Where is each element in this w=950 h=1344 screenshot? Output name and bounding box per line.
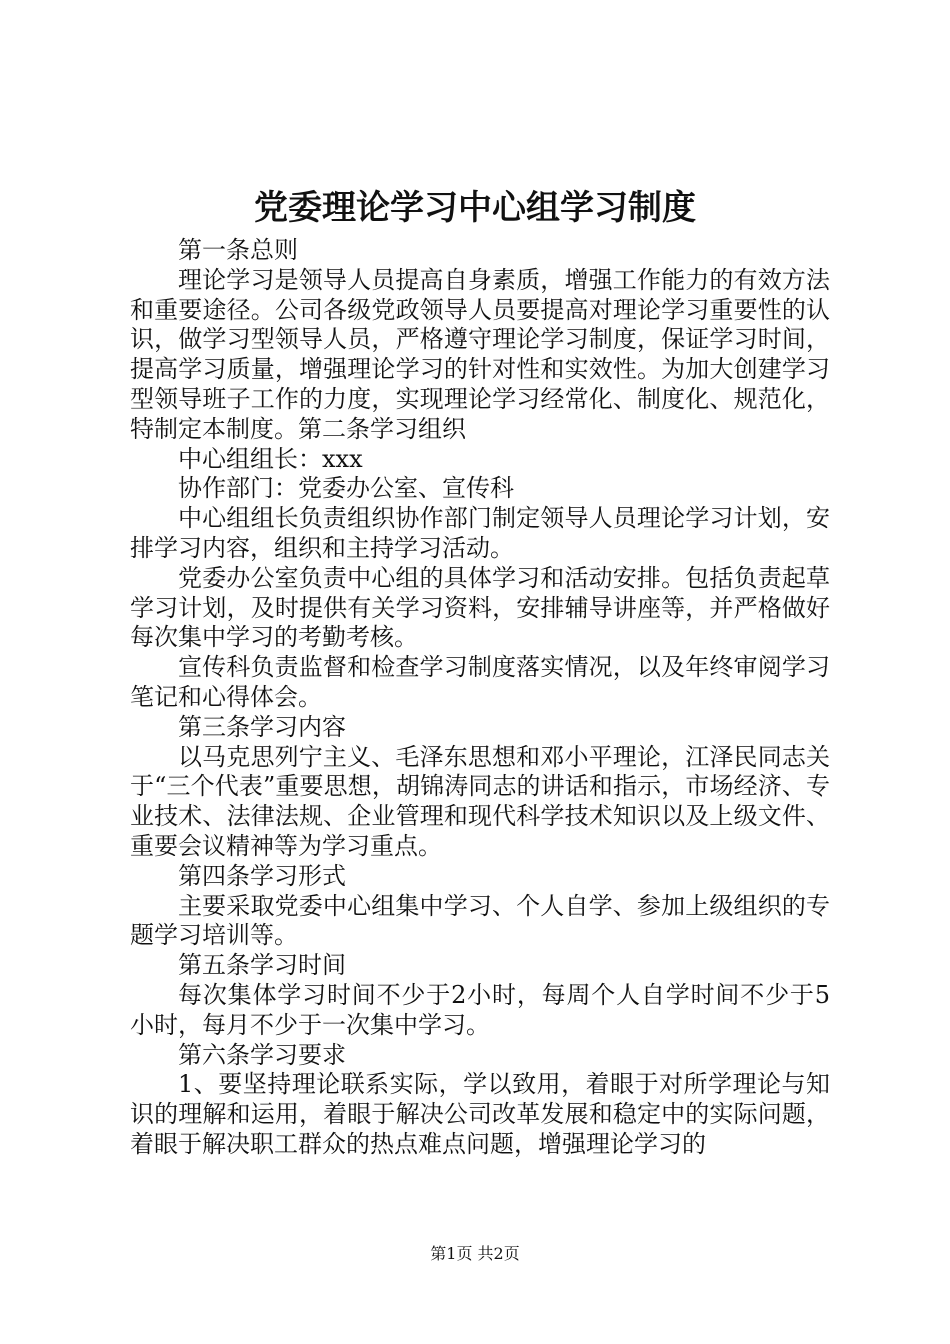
- paragraph-article-4-heading: 第四条学习形式: [178, 861, 346, 890]
- paragraph-article-1-heading: 第一条总则: [178, 236, 298, 264]
- paragraph: 党委办公室负责中心组的具体学习和活动安排。包括负责起草学习计划，及时提供有关学习资料，安排辅导讲座等，并严格做好每次集中学习的考勤考核。: [130, 563, 830, 652]
- paragraph: 每次集体学习时间不少于2小时，每周个人自学时间不少于5小时，每月不少于一次集中学习。: [130, 980, 830, 1039]
- paragraph-article-6-heading: 第六条学习要求: [178, 1040, 346, 1069]
- paragraph-cooperating-departments: 协作部门：党委办公室、宣传科: [178, 474, 514, 503]
- document-body: [130, 236, 830, 1160]
- paragraph: 主要采取党委中心组集中学习、个人自学、参加上级组织的专题学习培训等。: [130, 891, 830, 950]
- document-title: 党委理论学习中心组学习制度: [254, 188, 696, 228]
- paragraph-article-5-heading: 第五条学习时间: [178, 951, 346, 980]
- paragraph: 理论学习是领导人员提高自身素质，增强工作能力的有效方法和重要途径。公司各级党政领导人员要提高对理论学习重要性的认识，做学习型领导人员，严格遵守理论学习制度，保证学习时间，提高学习质量，增强理论学习的针对性和实效性。为加大创建学习型领导班子工作的力度，实现理论学习经常化、制度化、规范化，特制定本制度。第二条学习组织: [130, 265, 830, 443]
- paragraph: 1、要坚持理论联系实际，学以致用，着眼于对所学理论与知识的理解和运用，着眼于解决公司改革发展和稳定中的实际问题，着眼于解决职工群众的热点难点问题，增强理论学习的: [130, 1070, 830, 1158]
- paragraph: 宣传科负责监督和检查学习制度落实情况，以及年终审阅学习笔记和心得体会。: [130, 653, 830, 711]
- paragraph-article-3-heading: 第三条学习内容: [178, 712, 346, 741]
- paragraph: 中心组组长负责组织协作部门制定领导人员理论学习计划，安排学习内容，组织和主持学习活动。: [130, 504, 830, 562]
- paragraph-group-leader: 中心组组长：xxx: [178, 444, 363, 473]
- paragraph: 以马克思列宁主义、毛泽东思想和邓小平理论，江泽民同志关于“三个代表”重要思想，胡锦涛同志的讲话和指示，市场经济、专业技术、法律法规、企业管理和现代科学技术知识以及上级文件、重要会议精神等为学习重点。: [130, 742, 830, 860]
- page-number-footer: 第1页 共2页: [430, 1244, 520, 1263]
